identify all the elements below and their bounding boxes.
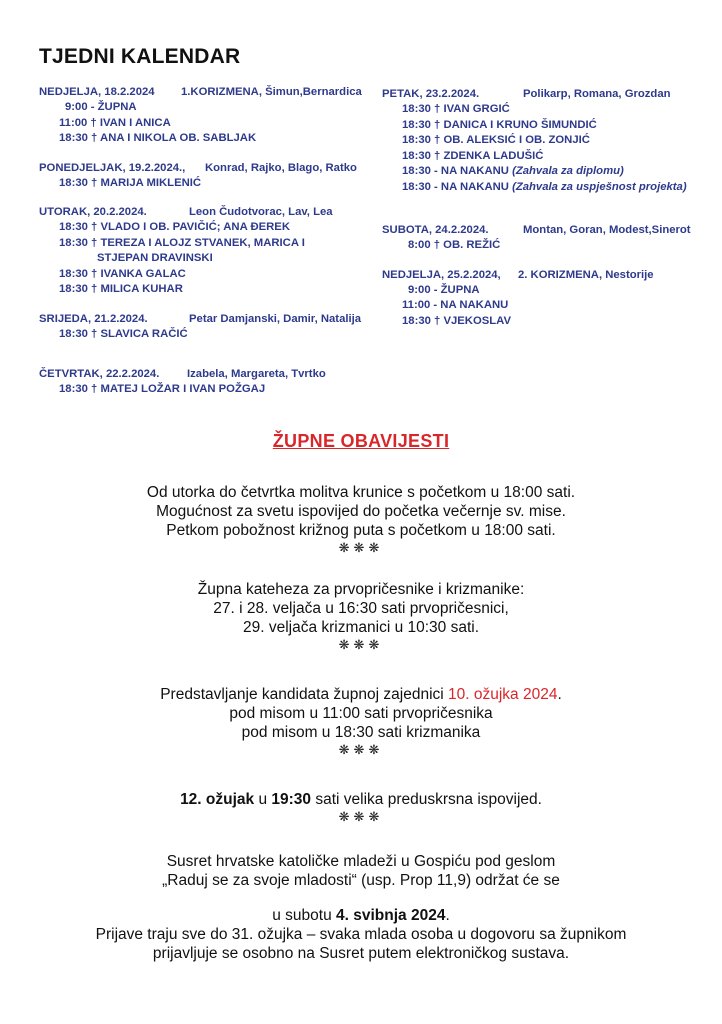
day-saints: 1.KORIZMENA, Šimun,Bernardica (181, 86, 362, 98)
calendar-left-column (39, 86, 369, 399)
mass-line: 18:30 † VLADO I OB. PAVIČIĆ; ANA ĐEREK (59, 221, 290, 233)
notice-line: prijavljuje se osobno na Susret putem elektroničkog sustava. (152, 945, 570, 962)
day-saturday-24 (382, 224, 702, 255)
star-separator: ❋❋❋ (338, 540, 384, 555)
notice-line: 27. i 28. veljača u 16:30 sati prvopričesnici, (213, 600, 509, 617)
day-thursday-22 (39, 368, 369, 399)
day-date: NEDJELJA, 25.2.2024, (382, 268, 501, 281)
notice-line: Petkom pobožnost križnog puta s početkom u 18:00 sati. (166, 522, 556, 539)
mass-line: 18:30 † VJEKOSLAV (402, 314, 512, 327)
day-date: NEDJELJA, 18.2.2024 (39, 86, 155, 98)
day-saints: Izabela, Margareta, Tvrtko (187, 368, 326, 380)
day-monday-19 (39, 162, 369, 193)
day-tuesday-20 (39, 206, 369, 299)
star-separator: ❋❋❋ (338, 742, 384, 757)
calendar-right-column (382, 88, 702, 330)
day-saints: Leon Čudotvorac, Lav, Lea (189, 206, 333, 218)
star-separator: ❋❋❋ (338, 809, 384, 824)
day-saints: 2. KORIZMENA, Nestorije (518, 268, 654, 281)
mass-line: 9:00 - ŽUPNA (65, 101, 137, 113)
notice-catechesis (0, 580, 722, 653)
mass-line: 18:30 † MILICA KUHAR (59, 283, 183, 295)
mass-line: 18:30 † MARIJA MIKLENIĆ (59, 176, 202, 189)
notice-text: u (254, 791, 272, 808)
star-separator: ❋❋❋ (338, 637, 384, 652)
bold-date: 12. ožujak (180, 791, 255, 808)
mass-line: 18:30 † ANA I NIKOLA OB. SABLJAK (59, 132, 257, 144)
day-date: PETAK, 23.2.2024. (382, 88, 480, 100)
notice-line: Od utorka do četvrtka molitva krunice s početkom u 18:00 sati. (146, 484, 576, 501)
mass-intention-note: (Zahvala za diplomu) (512, 165, 624, 177)
day-friday-23 (382, 88, 702, 196)
mass-line-intention (382, 165, 702, 181)
notice-prayers (0, 483, 722, 556)
mass-line: 8:00 † OB. REŽIĆ (408, 239, 501, 251)
notices-heading: ŽUPNE OBAVIJESTI (272, 431, 450, 451)
day-saints: Polikarp, Romana, Grozdan (523, 88, 671, 100)
notice-confession (0, 790, 722, 825)
day-date: SRIJEDA, 21.2.2024. (39, 312, 148, 325)
mass-text: 18:30 - NA NAKANU (402, 180, 509, 193)
notice-line: „Raduj se za svoje mladosti“ (usp. Prop 11,9) održat će se (162, 872, 560, 889)
mass-line: 11:00 - NA NAKANU (402, 299, 509, 311)
mass-line: 18:30 † ZDENKA LADUŠIĆ (402, 149, 544, 162)
day-sunday-25 (382, 269, 702, 331)
page-title: TJEDNI KALENDAR (39, 45, 241, 68)
day-saints: Petar Damjanski, Damir, Natalija (189, 312, 362, 325)
notice-candidates (0, 685, 722, 758)
day-wednesday-21 (39, 313, 369, 344)
day-saints: Konrad, Rajko, Blago, Ratko (205, 161, 357, 174)
mass-line: STJEPAN DRAVINSKI (97, 252, 213, 264)
notice-line: 29. veljača krizmanici u 10:30 sati. (242, 619, 480, 636)
day-date: ČETVRTAK, 22.2.2024. (39, 368, 160, 380)
mass-line-intention (382, 181, 702, 197)
day-date: PONEDJELJAK, 19.2.2024., (39, 161, 186, 174)
bold-time: 19:30 (271, 791, 312, 808)
notice-line (0, 790, 722, 809)
notice-text: . (557, 686, 562, 703)
mass-line: 18:30 † IVANKA GALAC (59, 267, 186, 280)
notice-line (0, 685, 722, 704)
mass-intention-note: (Zahvala za uspješnost projekta) (512, 180, 687, 193)
day-saints: Montan, Goran, Modest,Sinerot (523, 224, 691, 236)
notice-line (0, 906, 722, 925)
mass-line: 18:30 † TEREZA I ALOJZ STVANEK, MARICA I (59, 236, 305, 249)
notice-line: pod misom u 18:30 sati krizmanika (241, 724, 481, 741)
notice-line: pod misom u 11:00 sati prvopričesnika (229, 705, 493, 722)
day-date: SUBOTA, 24.2.2024. (382, 224, 489, 236)
notice-text: u subotu (272, 907, 337, 924)
day-sunday-18 (39, 86, 369, 148)
mass-line: 18:30 † DANICA I KRUNO ŠIMUNDIĆ (402, 118, 597, 131)
day-date: UTORAK, 20.2.2024. (39, 206, 147, 218)
notice-line: Župna kateheza za prvopričesnike i krizmanike: (197, 581, 525, 598)
mass-line: 9:00 - ŽUPNA (408, 283, 480, 296)
notice-line: Prijave traju sve do 31. ožujka – svaka mlada osoba u dogovoru sa župnikom (95, 926, 627, 943)
mass-line: 18:30 † IVAN GRGIĆ (402, 103, 510, 115)
notice-text: Predstavljanje kandidata župnoj zajednici (160, 686, 449, 703)
bold-date: 4. svibnja 2024 (336, 907, 446, 924)
notice-youth-meeting (0, 852, 722, 963)
mass-line: 11:00 † IVAN I ANICA (59, 116, 171, 129)
mass-text: 18:30 - NA NAKANU (402, 165, 509, 177)
highlight-date: 10. ožujka 2024 (448, 686, 558, 703)
notice-text: sati velika preduskrsna ispovijed. (311, 791, 542, 808)
mass-line: 18:30 † SLAVICA RAČIĆ (59, 327, 188, 340)
mass-line: 18:30 † MATEJ LOŽAR I IVAN POŽGAJ (59, 383, 266, 395)
notice-text: . (445, 907, 450, 924)
notice-line: Susret hrvatske katoličke mladeži u Gospiću pod geslom (166, 853, 556, 870)
mass-line: 18:30 † OB. ALEKSIĆ I OB. ZONJIĆ (402, 134, 590, 146)
notice-line: Mogućnost za svetu ispovijed do početka večernje sv. mise. (156, 503, 566, 520)
